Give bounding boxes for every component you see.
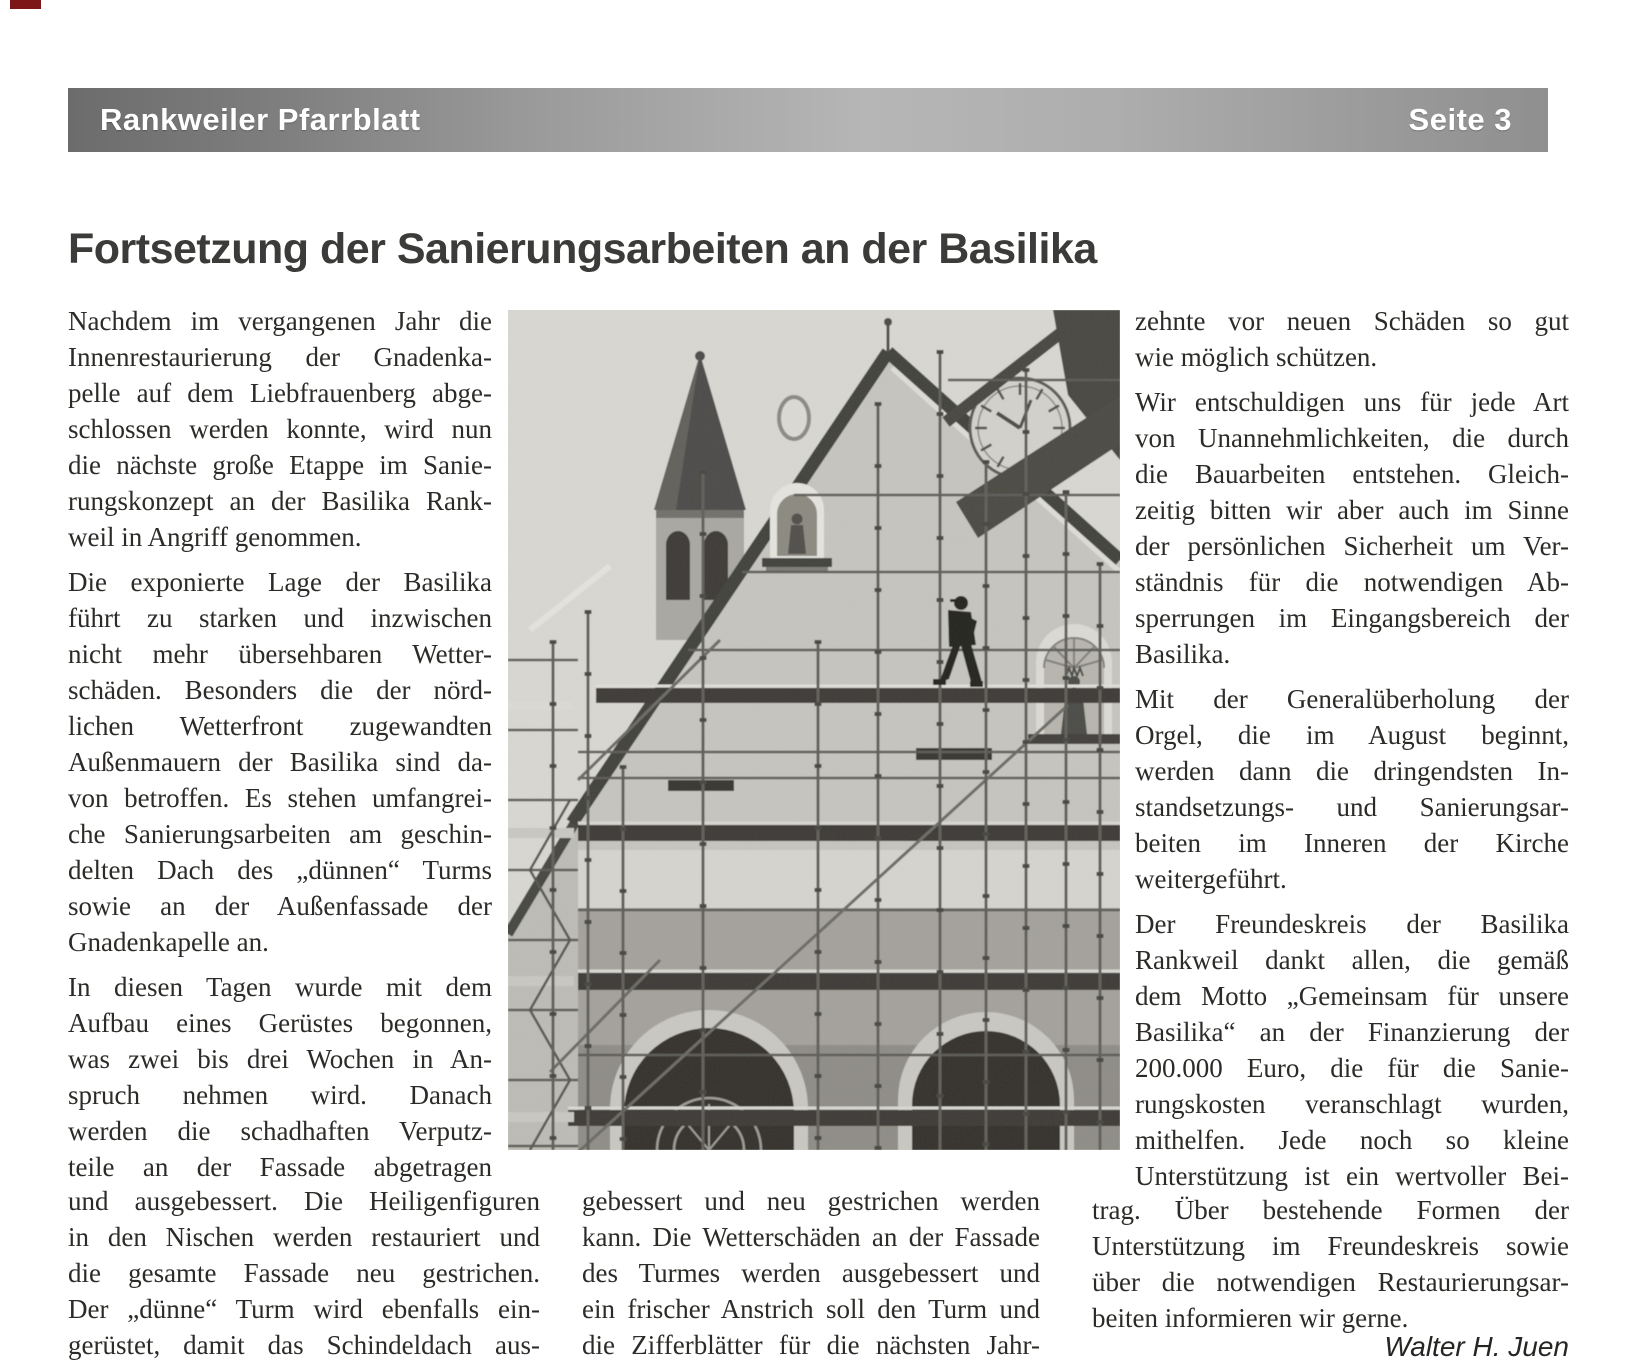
text-line: Aufbau eines Gerüstes begonnen, [68, 1008, 492, 1038]
text-line: rungskonzept an der Basilika Rank- [68, 486, 492, 516]
text-line: die nächste große Etappe im Sanie- [68, 450, 492, 480]
text-line: werden dann die dringendsten In- [1135, 756, 1569, 786]
text-line: dem Motto „Gemeinsam für unsere [1135, 981, 1569, 1011]
page-number: Seite 3 [1408, 102, 1512, 137]
text-line: des Turmes werden ausgebessert und [582, 1258, 1040, 1288]
article-headline: Fortsetzung der Sanierungsarbeiten an der Basilika [68, 225, 1097, 273]
text-line: weil in Angriff genommen. [68, 522, 362, 552]
text-line: Der Freundeskreis der Basilika [1135, 909, 1569, 939]
text-line: schäden. Besonders die der nörd- [68, 675, 492, 705]
paragraph [1135, 906, 1569, 1194]
photo-grain [508, 310, 1120, 1150]
text-line: In diesen Tagen wurde mit dem [68, 972, 492, 1002]
paragraph [1135, 384, 1569, 672]
text-line: gerüstet, damit das Schindeldach aus- [68, 1330, 540, 1360]
text-line: sowie an der Außenfassade der [68, 891, 492, 921]
text-line: ein frischer Anstrich soll den Turm und [582, 1294, 1040, 1324]
text-line: Rankweil dankt allen, die gemäß [1135, 945, 1569, 975]
paragraph [68, 564, 492, 960]
author-signature: Walter H. Juen [1384, 1331, 1569, 1362]
paragraph [1135, 681, 1569, 897]
text-line: von Unannehmlichkeiten, die durch [1135, 423, 1569, 453]
column-right [1135, 303, 1569, 1194]
text-line: die Bauarbeiten entstehen. Gleich- [1135, 459, 1569, 489]
text-line: teile an der Fassade abgetragen [68, 1152, 492, 1182]
text-line: der persönlichen Sicherheit um Ver- [1135, 531, 1569, 561]
text-line: weitergeführt. [1135, 864, 1287, 894]
text-line: nicht mehr übersehbaren Wetter- [68, 639, 492, 669]
text-line: sperrungen im Eingangsbereich der [1135, 603, 1569, 633]
text-line: lichen Wetterfront zugewandten [68, 711, 492, 741]
text-line: spruch nehmen wird. Danach [68, 1080, 492, 1110]
paragraph [68, 303, 492, 555]
column-left [68, 303, 492, 1185]
paragraph [68, 969, 492, 1185]
column-middle [582, 1183, 1040, 1363]
scan-artifact [10, 0, 41, 9]
text-line: Außenmauern der Basilika sind da- [68, 747, 492, 777]
text-line: die Zifferblätter für die nächsten Jahr- [582, 1330, 1040, 1360]
text-line: von betroffen. Es stehen umfangrei- [68, 783, 492, 813]
text-line: die gesamte Fassade neu gestrichen. [68, 1258, 540, 1288]
text-line: wie möglich schützen. [1135, 342, 1378, 372]
newsletter-title: Rankweiler Pfarrblatt [100, 102, 421, 137]
text-line: delten Dach des „dünnen“ Turms [68, 855, 492, 885]
header-bar [68, 88, 1548, 152]
text-line: trag. Über bestehende Formen der [1092, 1195, 1569, 1225]
text-line: Unterstützung im Freundeskreis sowie [1092, 1231, 1569, 1261]
text-line: ständnis für die notwendigen Ab- [1135, 567, 1569, 597]
text-line: kann. Die Wetterschäden an der Fassade [582, 1222, 1040, 1252]
text-line: zeitig bitten wir aber auch im Sinne [1135, 495, 1569, 525]
text-line: werden die schadhaften Verputz- [68, 1116, 492, 1146]
text-line: führt zu starken und inzwischen [68, 603, 492, 633]
paragraph [1135, 303, 1569, 375]
text-line: gebessert und neu gestrichen werden [582, 1186, 1040, 1216]
text-line: und ausgebessert. Die Heiligenfiguren [68, 1186, 540, 1216]
text-line: über die notwendigen Restaurierungsar- [1092, 1267, 1569, 1297]
text-line: Unterstützung ist ein wertvoller Bei- [1135, 1161, 1569, 1191]
paragraph [582, 1183, 1040, 1363]
paragraph [68, 1183, 540, 1363]
text-line: Innenrestaurierung der Gnadenka- [68, 342, 492, 372]
text-line: Wir entschuldigen uns für jede Art [1135, 387, 1569, 417]
text-line: 200.000 Euro, die für die Sanie- [1135, 1053, 1569, 1083]
article-photo [508, 310, 1120, 1150]
text-line: in den Nischen werden restauriert und [68, 1222, 540, 1252]
paragraph [1092, 1192, 1569, 1336]
text-line: Basilika. [1135, 639, 1231, 669]
text-line: Die exponierte Lage der Basilika [68, 567, 492, 597]
text-line: schlossen werden konnte, wird nun [68, 414, 492, 444]
text-line: pelle auf dem Liebfrauenberg abge- [68, 378, 492, 408]
text-line: che Sanierungsarbeiten am geschin- [68, 819, 492, 849]
text-line: beiten im Inneren der Kirche [1135, 828, 1569, 858]
text-line: Nachdem im vergangenen Jahr die [68, 306, 492, 336]
column-right-below-photo [1092, 1192, 1569, 1336]
text-line: was zwei bis drei Wochen in An- [68, 1044, 492, 1074]
church-scaffolding-photo [508, 310, 1120, 1150]
text-line: Gnadenkapelle an. [68, 927, 269, 957]
text-line: mithelfen. Jede noch so kleine [1135, 1125, 1569, 1155]
text-line: Orgel, die im August beginnt, [1135, 720, 1569, 750]
text-line: Mit der Generalüberholung der [1135, 684, 1569, 714]
text-line: zehnte vor neuen Schäden so gut [1135, 306, 1569, 336]
text-line: rungskosten veranschlagt wurden, [1135, 1089, 1569, 1119]
text-line: Basilika“ an der Finanzierung der [1135, 1017, 1569, 1047]
text-line: Der „dünne“ Turm wird ebenfalls ein- [68, 1294, 540, 1324]
text-line: standsetzungs- und Sanierungsar- [1135, 792, 1569, 822]
column-left-below-photo [68, 1183, 540, 1363]
text-line: beiten informieren wir gerne. [1092, 1303, 1409, 1333]
